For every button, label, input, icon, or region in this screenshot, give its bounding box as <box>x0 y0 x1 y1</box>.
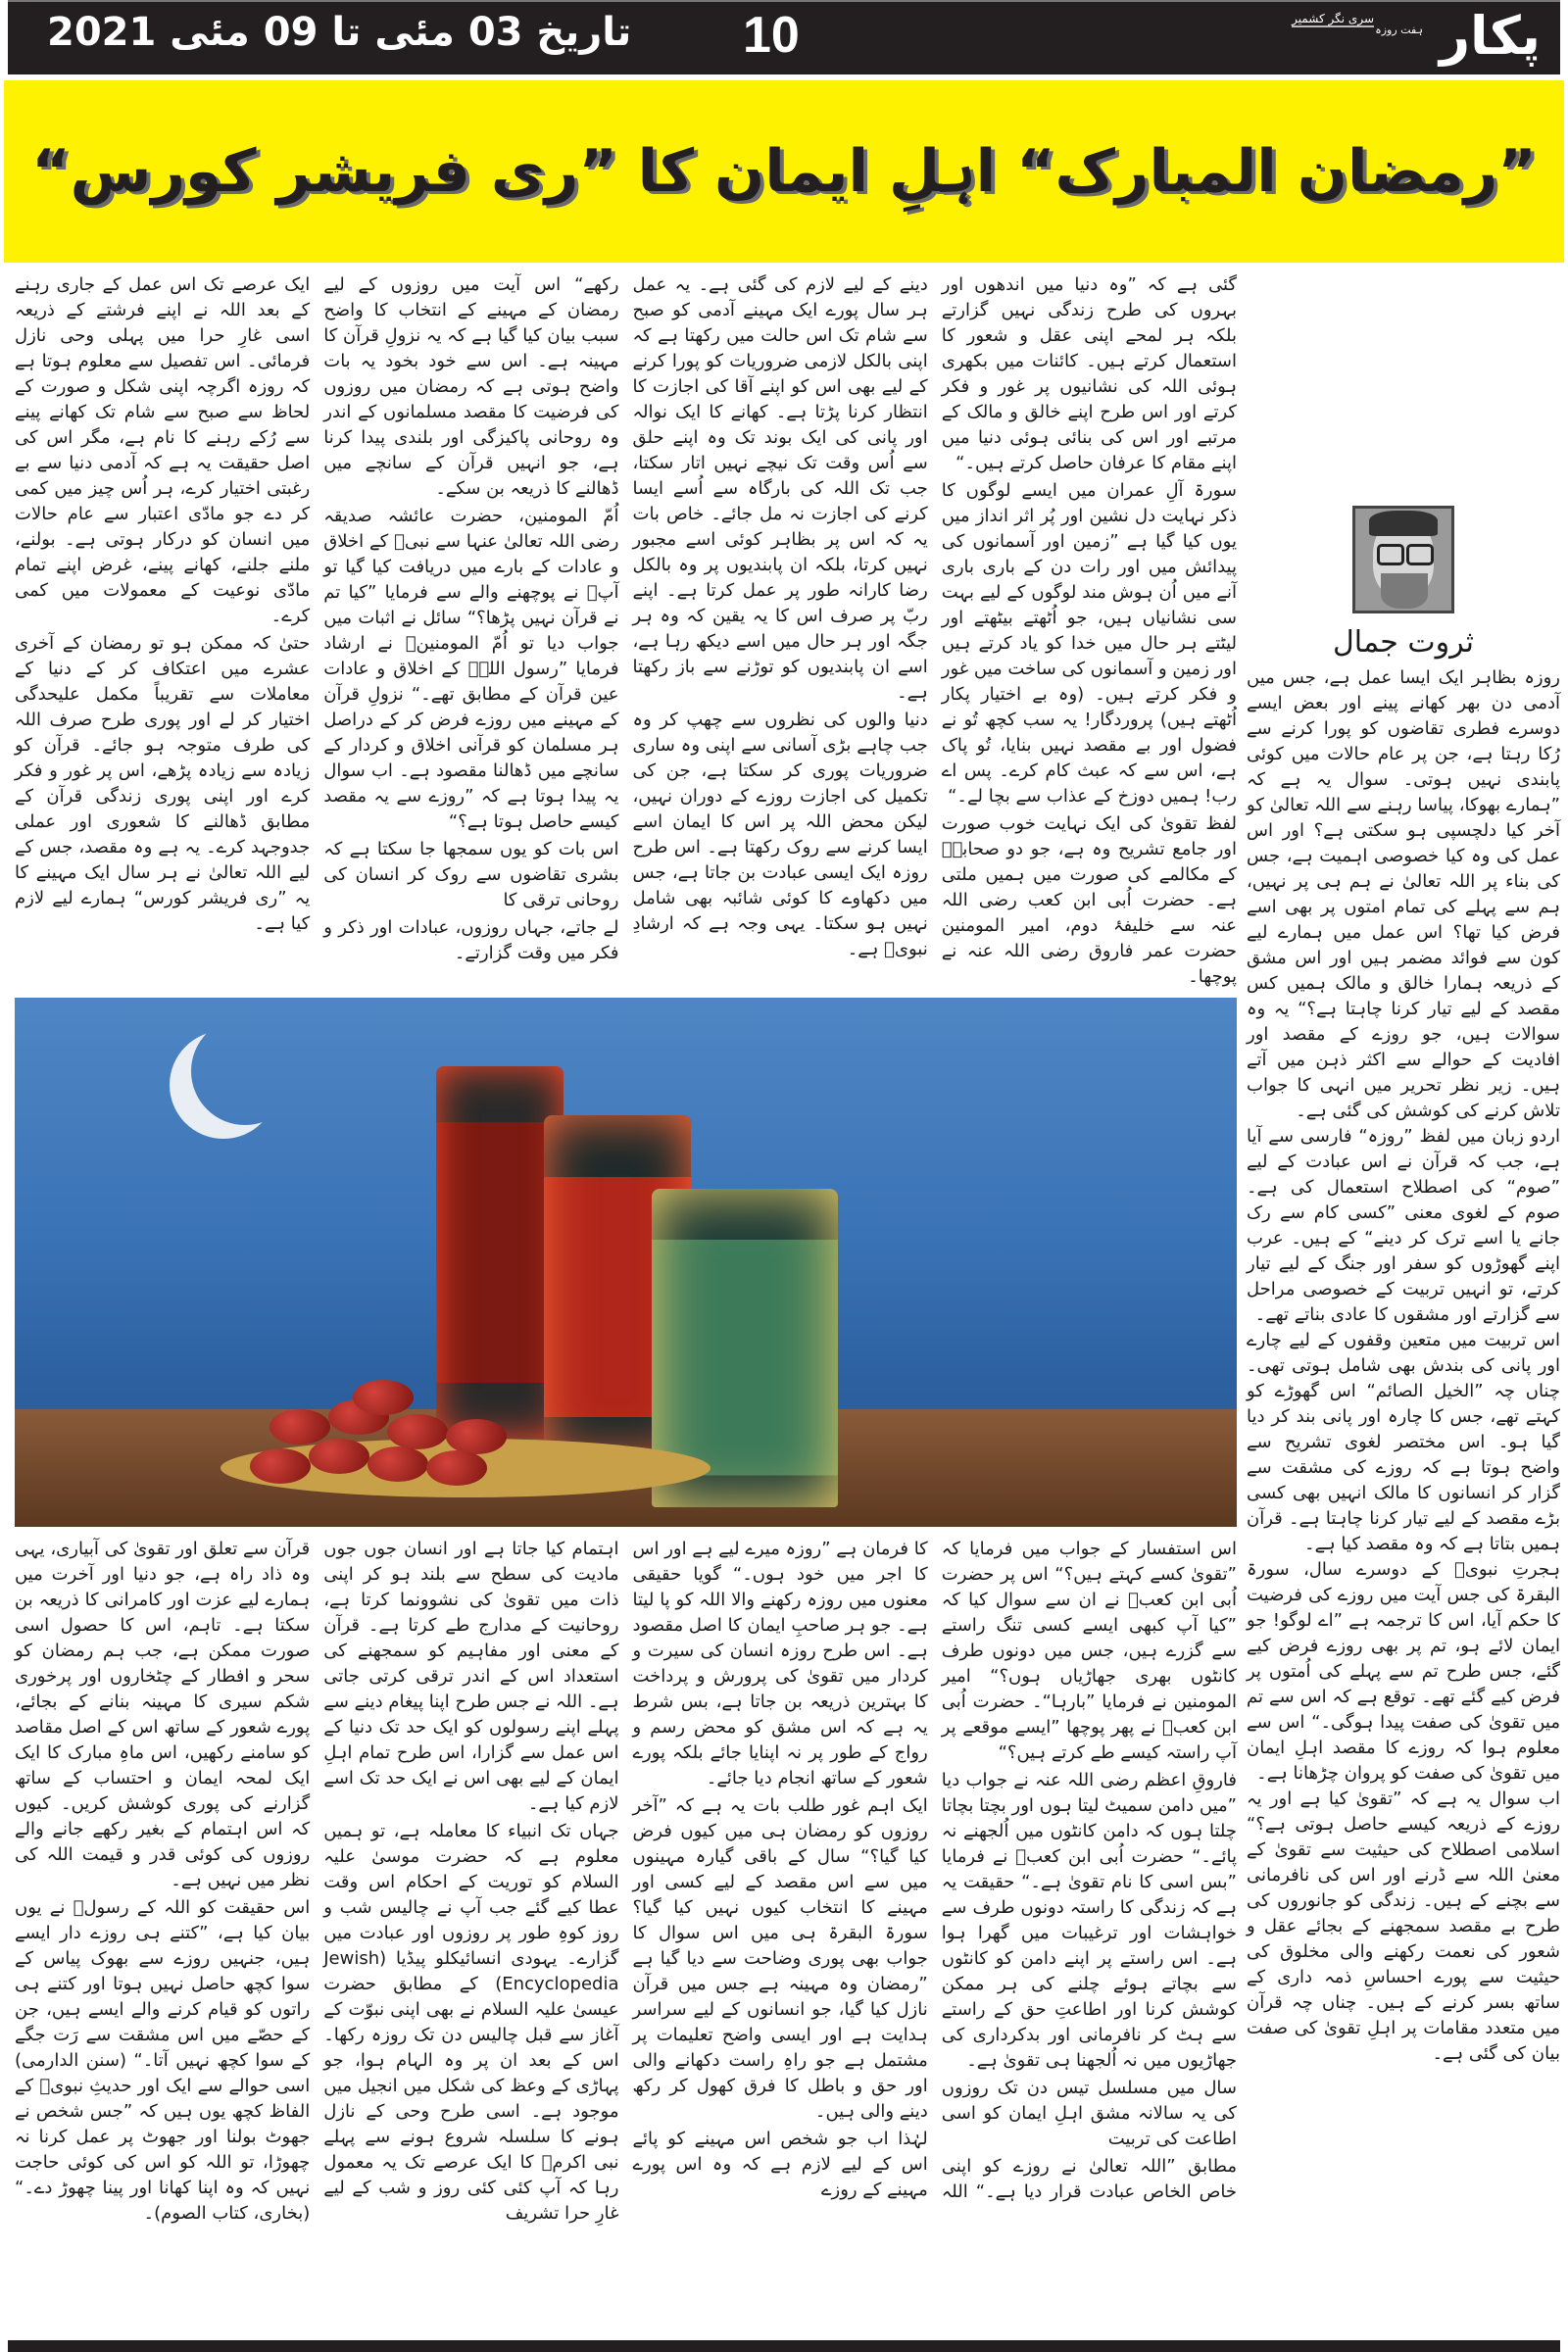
date-fruit <box>353 1380 414 1415</box>
paragraph: اس تربیت میں متعین وقفوں کے لیے چارے اور پانی کی بندش بھی شامل ہوتی تھی۔ چناں چہ ”الخیل الصائم“ اس گھوڑے کو کہتے تھے، جس کا چارہ اور پانی بند کر دیا گیا ہو۔ اس مختصر لغوی تشریح سے واضح ہوتا ہے کہ روزے کی مشقت سے گزار کر انسانوں کا مالک انہیں بھی کسی بڑے مقصد کے لیے تیار کرنا چاہتا ہے۔ قرآن ہمیں بتاتا ہے کہ وہ مقصد کیا ہے۔ <box>1247 1330 1560 1554</box>
article-body-left <box>15 272 1237 2227</box>
article-bottom-columns <box>15 1537 1237 2227</box>
paragraph: جہاں تک انبیاء کا معاملہ ہے، تو ہمیں معلوم ہے کہ حضرت موسیٰ علیہ السلام کو توریت کے احکام اس وقت عطا کیے گئے جب آپ نے چالیس شب و روز کوہِ طور پر روزوں اور عبادت میں گزارے۔ یہودی انسائیکلو پیڈیا (Jewish Encyclopedia) کے مطابق حضرت عیسیٰ علیہ السلام نے بھی اپنی نبوّت کے آغاز سے قبل چالیس دن تک روزہ رکھا۔ اس کے بعد ان پر وہ الہام ہوا، جو پہاڑی کے وعظ کی شکل میں انجیل میں موجود ہے۔ اسی طرح وحی کے نازل ہونے کا سلسلہ شروع ہونے سے پہلے نبی اکرمؐ کا ایک عرصے تک یہ معمول رہا کہ آپ کئی کئی روز و شب کے لیے غارِ حرا تشریف <box>323 1821 619 2224</box>
article-lead-column <box>1247 270 1560 2067</box>
date-fruit <box>387 1414 448 1449</box>
footer-bar <box>8 2340 1560 2352</box>
page-number: 10 <box>743 7 800 64</box>
paragraph: لفظ تقویٰ کی ایک نہایت خوب صورت اور جامع تشریح وہ ہے، جو دو صحابہؓ کے مکالمے کی صورت میں ہمیں ملتی ہے۔ حضرت اُبی ابن کعب رضی اللہ عنہ سے خلیفۂ دوم، امیر المومنین حضرت عمر فاروق رضی اللہ عنہ نے پوچھا۔ <box>941 813 1237 987</box>
paragraph: ایک اہم غور طلب بات یہ ہے کہ ”آخر روزوں کو رمضان ہی میں کیوں فرض کیا گیا؟“ سال کے باقی گیارہ مہینوں میں سے اس مقصد کے لیے کسی اور مہینے کا انتخاب کیوں نہیں کیا گیا؟ سورۃ البقرۃ ہی میں اس سوال کا جواب بھی پوری وضاحت سے دیا گیا ہے ”رمضان وہ مہینہ ہے جس میں قرآن نازل کیا گیا، جو انسانوں کے لیے سراسر ہدایت ہے اور ایسی واضح تعلیمات پر مشتمل ہے جو راہِ راست دکھانے والی اور حق و باطل کا فرق کھول کر رکھ دینے والی ہیں۔ <box>632 1795 928 2122</box>
logo-tagline: ہفت روزہ <box>1375 24 1423 36</box>
date-fruit <box>446 1419 507 1454</box>
paragraph: لہٰذا اب جو شخص اس مہینے کو پائے اس کے لیے لازم ہے کہ وہ اس پورے مہینے کے روزے <box>632 2129 928 2200</box>
paragraph: اہتمام کیا جاتا ہے اور انسان جوں جوں مادیت کی سطح سے بلند ہو کر اپنی ذات میں تقویٰ کی نشوونما کرتا ہے، روحانیت کے مدارج طے کرتا ہے۔ قرآن کے معنی اور مفاہیم کو سمجھنے کی استعداد اس کے اندر ترقی کرتی جاتی ہے۔ اللہ نے جس طرح اپنا پیغام دینے سے پہلے اپنے رسولوں کو ایک حد تک دنیا کے اس عمل سے گزارا، اس طرح تمام اہلِ ایمان کے لیے بھی اس نے ایک حد تک اسے لازم کیا ہے۔ <box>323 1539 619 1814</box>
headline: ”رمضان المبارک“ اہلِ ایمان کا ”ری فریشر کورس“ <box>31 137 1537 206</box>
paragraph: دنیا والوں کی نظروں سے چھپ کر وہ جب چاہے بڑی آسانی سے اپنی وہ ساری ضروریات پوری کر سکتا ہے، جن کی تکمیل کی اجازت روزے کے دوران نہیں، لیکن محض اللہ پر اس کا ایمان اسے ایسا کرنے سے روک رکھتا ہے۔ اس طرح روزہ ایک ایسی عبادت بن جاتا ہے، جس میں دکھاوے کا کوئی شائبہ بھی شامل نہیں ہو سکتا۔ یہی وجہ ہے کہ ارشادِ نبویؐ ہے۔ <box>632 710 928 959</box>
headline-banner <box>4 80 1564 263</box>
crescent-moon-icon <box>191 1017 299 1125</box>
paragraph: گئی ہے کہ ”وہ دنیا میں اندھوں اور بہروں کی طرح زندگی نہیں گزارتے بلکہ ہر لمحے اپنی عقل و شعور کا استعمال کرتے ہیں۔ کائنات میں بکھری ہوئی اللہ کی نشانیوں پر غور و فکر کرتے اور اس طرح اپنے خالق و مالک کے مرتبے اور اس کی بنائی ہوئی دنیا میں اپنے مقام کا عرفان حاصل کرتے ہیں۔“ <box>941 274 1237 473</box>
paragraph: اب سوال یہ ہے کہ ”تقویٰ کیا ہے اور یہ روزے کے ذریعہ کیسے حاصل ہوتی ہے؟“ اسلامی اصطلاح کی حیثیت سے تقویٰ کے معنیٰ اللہ سے ڈرنے اور اس کی نافرمانی سے بچنے کے ہیں۔ زندگی کو جانوروں کی طرح بے مقصد سمجھنے کے بجائے عقل و شعور کی نعمت رکھنے والی مخلوق کی حیثیت سے پورے احساسِ ذمہ داری کے ساتھ بسر کرنے کے ہیں۔ چناں چہ قرآن میں متعدد مقامات پر اہلِ تقویٰ کی صفت بیان کی گئی ہے۔ <box>1247 1788 1560 2064</box>
date-fruit <box>309 1439 369 1474</box>
paragraph: اس حقیقت کو اللہ کے رسولؐ نے یوں بیان کیا ہے، ”کتنے ہی روزے دار ایسے ہیں، جنہیں روزے سے بھوک پیاس کے سوا کچھ حاصل نہیں ہوتا اور کتنے ہی راتوں کو قیام کرنے والے ایسے ہیں، جن کے حصّے میں اس مشقت سے رَت جگے کے سوا کچھ نہیں آتا۔“ (سنن الدارمی) اسی حوالے سے ایک اور حدیثِ نبویؐ کے الفاظ کچھ یوں ہیں کہ ”جس شخص نے جھوٹ بولنا اور جھوٹ پر عمل کرنا نہ چھوڑا، تو اللہ کو اس کی کوئی حاجت نہیں کہ وہ اپنا کھانا اور پینا چھوڑ دے۔“ (بخاری، کتاب الصوم)۔ <box>15 1897 311 2224</box>
paragraph: سورۃ آلِ عمران میں ایسے لوگوں کا ذکر نہایت دل نشین اور پُر اثر انداز میں یوں کیا گیا ہے ”زمین اور آسمانوں کی پیدائش میں اور رات دن کے باری باری آنے میں اُن ہوش مند لوگوں کے لیے بہت سی نشانیاں ہیں، جو اُٹھتے بیٹھتے اور لیٹتے ہر حال میں خدا کو یاد کرتے ہیں اور زمین و آسمانوں کی ساخت میں غور و فکر کرتے ہیں۔ (وہ بے اختیار پکار اُٹھتے ہیں) پروردگار! یہ سب کچھ تُو نے فضول اور بے مقصد نہیں بنایا، تُو پاک ہے، اس سے کہ عبث کام کرے۔ پس اے رب! ہمیں دوزخ کے عذاب سے بچا لے۔“ <box>941 480 1237 807</box>
paragraph: روزہ بظاہر ایک ایسا عمل ہے، جس میں آدمی دن بھر کھانے پینے اور بعض ایسے دوسرے فطری تقاضوں کو پورا کرنے سے رُکا رہتا ہے، جن پر عام حالات میں کوئی پابندی نہیں ہوتی۔ سوال یہ ہے کہ ”ہمارے بھوکا، پیاسا رہنے سے اللہ تعالیٰ کو آخر کیا دلچسپی ہو سکتی ہے؟ اور اس عمل کی وہ کیا خصوصی اہمیت ہے، جس کی بناء پر اللہ تعالیٰ نے ہم ہی پر نہیں، ہم سے پہلے کی تمام امتوں پر بھی اسے فرض کیا تھا؟ اس عمل میں ہمارے لیے کون سے فوائد مضمر ہیں اور اس مشق کے ذریعہ ہمارا خالق و مالک ہمیں کس مقصد کے لیے تیار کرنا چاہتا ہے؟“ یہ وہ سوالات ہیں، جو روزے کے مقصد اور افادیت کے حوالے سے اکثر ذہن میں آتے ہیں۔ زیر نظر تحریر میں انہی کا جواب تلاش کرنے کی کوشش کی گئی ہے۔ <box>1247 667 1560 1121</box>
masthead <box>8 0 1560 74</box>
article-top-columns <box>15 272 1237 990</box>
date-fruit <box>426 1450 487 1486</box>
paragraph: لے جاتے، جہاں روزوں، عبادات اور ذکر و فکر میں وقت گزارتے۔ <box>323 917 619 963</box>
issue-date: تاریخ 03 مئی تا 09 مئی 2021 <box>47 10 632 55</box>
date-fruit <box>250 1448 311 1484</box>
paragraph: فاروقِ اعظم رضی اللہ عنہ نے جواب دیا ”میں دامن سمیٹ لیتا ہوں اور بچتا بچاتا چلتا ہوں کہ دامن کانٹوں میں اُلجھنے نہ پائے۔“ حضرت اُبی ابن کعبؓ نے فرمایا ”بس اسی کا نام تقویٰ ہے۔“ حقیقت یہ ہے کہ زندگی کا راستہ دونوں طرف سے خواہشات اور ترغیبات میں گھرا ہوا ہے۔ اس راستے پر اپنے دامن کو کانٹوں سے بچاتے ہوئے چلنے کی ہر ممکن کوشش کرنا اور اطاعتِ حق کے راستے سے ہٹ کر نافرمانی اور بدکرداری کی جھاڑیوں میں نہ اُلجھنا ہی تقویٰ ہے۔ <box>941 1770 1237 2071</box>
lead-text <box>1247 665 1560 2067</box>
paragraph: اردو زبان میں لفظ ”روزہ“ فارسی سے آیا ہے، جب کہ قرآن نے اس عبادت کے لیے ”صوم“ کی اصطلاح استعمال کی ہے۔ صوم کے لغوی معنی ”کسی کام سے رک جانے یا اسے ترک کر دینے“ کے ہیں۔ عرب اپنے گھوڑوں کو سفر اور جنگ کے لیے تیار کرتے، تو انہیں تربیت کے خصوصی مراحل سے گزارتے اور مشقوں کا عادی بناتے تھے۔ <box>1247 1126 1560 1325</box>
paragraph: ایک عرصے تک اس عمل کے جاری رہنے کے بعد اللہ نے اپنے فرشتے کے ذریعہ اسی غارِ حرا میں پہلی وحی نازل فرمائی۔ اس تفصیل سے معلوم ہوتا ہے کہ روزہ اگرچہ اپنی شکل و صورت کے لحاظ سے صبح سے شام تک کھانے پینے سے رُکے رہنے کا نام ہے، مگر اس کی اصل حقیقت یہ ہے کہ آدمی دنیا سے بے رغبتی اختیار کرے، ہر اُس چیز میں کمی کر دے جو مادّی اعتبار سے عام حالات میں انسان کو درکار ہوتی ہے۔ بولنے، ملنے جلنے، کھانے پینے، غرض اپنے تمام مادّی نوعیت کے معمولات میں کمی کرے۔ <box>15 274 311 626</box>
ramadan-lanterns-image <box>15 998 1237 1527</box>
date-fruit <box>368 1446 428 1482</box>
paragraph: رکھے“ اس آیت میں روزوں کے لیے رمضان کے مہینے کے انتخاب کا واضح سبب بیان کیا گیا ہے کہ یہ نزولِ قرآن کا مہینہ ہے۔ اس سے خود بخود یہ بات واضح ہوتی ہے کہ رمضان میں روزوں کی فرضیت کا مقصد مسلمانوں کے اندر وہ روحانی پاکیزگی اور بلندی پیدا کرنا ہے، جو انہیں قرآن کے سانچے میں ڈھالنے کا ذریعہ بن سکے۔ <box>323 274 619 499</box>
paragraph: سال میں مسلسل تیس دن تک روزوں کی یہ سالانہ مشق اہلِ ایمان کو اسی اطاعت کی تربیت <box>941 2078 1237 2149</box>
author-photo <box>1352 506 1454 613</box>
date-fruit <box>270 1409 330 1445</box>
paragraph: قرآن سے تعلق اور تقویٰ کی آبیاری، یہی وہ ذاد راہ ہے، جو دنیا اور آخرت میں ہمارے لیے عزت اور کامرانی کا ذریعہ بن سکتا ہے۔ تاہم، اس کا حصول اسی صورت ممکن ہے، جب ہم رمضان کو سحر و افطار کے چٹخاروں اور پرخوری شکم سیری کا مہینہ بنانے کے بجائے، پورے شعور کے ساتھ اس کے اصل مقاصد کو سامنے رکھیں، اس ماہِ مبارک کا ایک ایک لمحہ ایمان و احتساب کے ساتھ گزارنے کی پوری کوشش کریں۔ کیوں کہ اس اہتمام کے بغیر رکھے جانے والے روزوں کی کوئی قدر و قیمت اللہ کی نظر میں نہیں ہے۔ <box>15 1539 311 1890</box>
paragraph: اس بات کو یوں سمجھا جا سکتا ہے کہ بشری تقاضوں سے روک کر انسان کی روحانی ترقی کا <box>323 839 619 910</box>
logo-name: پکار <box>1439 5 1541 67</box>
logo-city: سری نگر کشمیر <box>1292 12 1374 25</box>
paragraph: اُمّ المومنین، حضرت عائشہ صدیقہ رضی اللہ تعالیٰ عنہا سے نبیؐ کے اخلاق و عادات کے بارے میں دریافت کیا گیا تو آپؓ نے پوچھنے والے سے فرمایا ”کیا تم نے قرآن نہیں پڑھا؟“ سائل نے اثبات میں جواب دیا تو اُمّ المومنینؓ نے ارشاد فرمایا ”رسول اللہؐ کے اخلاق و عادات عین قرآن کے مطابق تھے۔“ نزولِ قرآن کے مہینے میں روزے فرض کر کے دراصل ہر مسلمان کو قرآنی اخلاق و کردار کے سانچے میں ڈھالنا مقصود ہے۔ اب سوال یہ پیدا ہوتا ہے کہ ”روزے سے یہ مقصد کیسے حاصل ہوتا ہے؟“ <box>323 506 619 832</box>
paragraph: ہجرتِ نبویؐ کے دوسرے سال، سورۃ البقرۃ کی جس آیت میں روزے کی فرضیت کا حکم آیا، اس کا ترجمہ ہے ”اے لوگو! جو ایمان لائے ہو، تم پر بھی روزے فرض کیے گئے، جس طرح تم سے پہلے کی اُمتوں پر فرض کیے گئے تھے۔ توقع ہے کہ اس سے تم میں تقویٰ کی صفت پیدا ہوگی۔“ اس سے معلوم ہوا کہ روزے کا مقصد اہلِ ایمان میں تقویٰ کی صفت کو پروان چڑھانا ہے۔ <box>1247 1559 1560 1784</box>
newspaper-logo <box>1292 2 1541 74</box>
paragraph: دینے کے لیے لازم کی گئی ہے۔ یہ عمل ہر سال پورے ایک مہینے آدمی کو صبح سے شام تک اس حالت میں رکھتا ہے کہ اپنی بالکل لازمی ضروریات کو پورا کرنے کے لیے بھی اس کو اپنے آقا کی اجازت کا انتظار کرنا پڑتا ہے۔ کھانے کا ایک نوالہ اور پانی کی ایک بوند تک وہ اپنے حلق سے اُس وقت تک نیچے نہیں اتار سکتا، جب تک اللہ کی بارگاہ سے اُسے ایسا کرنے کی اجازت نہ مل جائے۔ خاص بات یہ کہ اس پر بظاہر کوئی اسے مجبور نہیں کرتا، بلکہ ان پابندیوں پر وہ بالکل رضا کارانہ طور پر عمل کرتا ہے۔ اپنے ربّ پر صرف اس کا یہ یقین کہ وہ ہر جگہ اور ہر حال میں اسے دیکھ رہا ہے، اسے ان پابندیوں کو توڑنے سے باز رکھتا ہے۔ <box>632 274 928 703</box>
paragraph: حتیٰ کہ ممکن ہو تو رمضان کے آخری عشرے میں اعتکاف کر کے دنیا کے معاملات سے تقریباً مکمل علیحدگی اختیار کر لے اور پوری طرح صرف اللہ کی طرف متوجہ ہو جائے۔ قرآن کو زیادہ سے زیادہ پڑھے، اس پر غور و فکر کرے اور اپنی پوری زندگی قرآن کے مطابق ڈھالنے کا شعوری اور عملی جدوجہد کرے۔ یہ ہے وہ مقصد، جس کے لیے اللہ تعالیٰ نے ہر سال ایک مہینے کا یہ ”ری فریشر کورس“ ہمارے لیے لازم کیا ہے۔ <box>15 633 311 934</box>
author-name: ثروت جمال <box>1333 625 1474 660</box>
paragraph: مطابق ”اللہ تعالیٰ نے روزے کو اپنی خاص الخاص عبادت قرار دیا ہے۔“ اللہ کا فرمان ہے ”روزہ میرے لیے ہے اور اس کا اجر میں خود ہوں۔“ گویا حقیقی معنوں میں روزہ رکھنے والا اللہ کو پا لیتا ہے۔ جو ہر صاحبِ ایمان کا اصل مقصود ہے۔ اس طرح روزہ انسان کی سیرت و کردار میں تقویٰ کی پرورش و پرداخت کا بہترین ذریعہ بن جاتا ہے، بس شرط یہ ہے کہ اس مشق کو محض رسم و رواج کے طور پر نہ اپنایا جائے بلکہ پورے شعور کے ساتھ انجام دیا جائے۔ <box>632 1539 1237 2202</box>
paragraph: اس استفسار کے جواب میں فرمایا کہ ”تقویٰ کسے کہتے ہیں؟“ اس پر حضرت اُبی ابن کعبؓ نے ان سے سوال کیا کہ ”کیا آپ کبھی ایسے کسی تنگ راستے سے گزرے ہیں، جس میں دونوں طرف کانٹوں بھری جھاڑیاں ہوں؟“ امیر المومنین نے فرمایا ”بارہا“۔ حضرت اُبی ابن کعبؓ نے پھر پوچھا ”ایسے موقعے پر آپ راستہ کیسے طے کرتے ہیں؟“ <box>941 1539 1237 1763</box>
